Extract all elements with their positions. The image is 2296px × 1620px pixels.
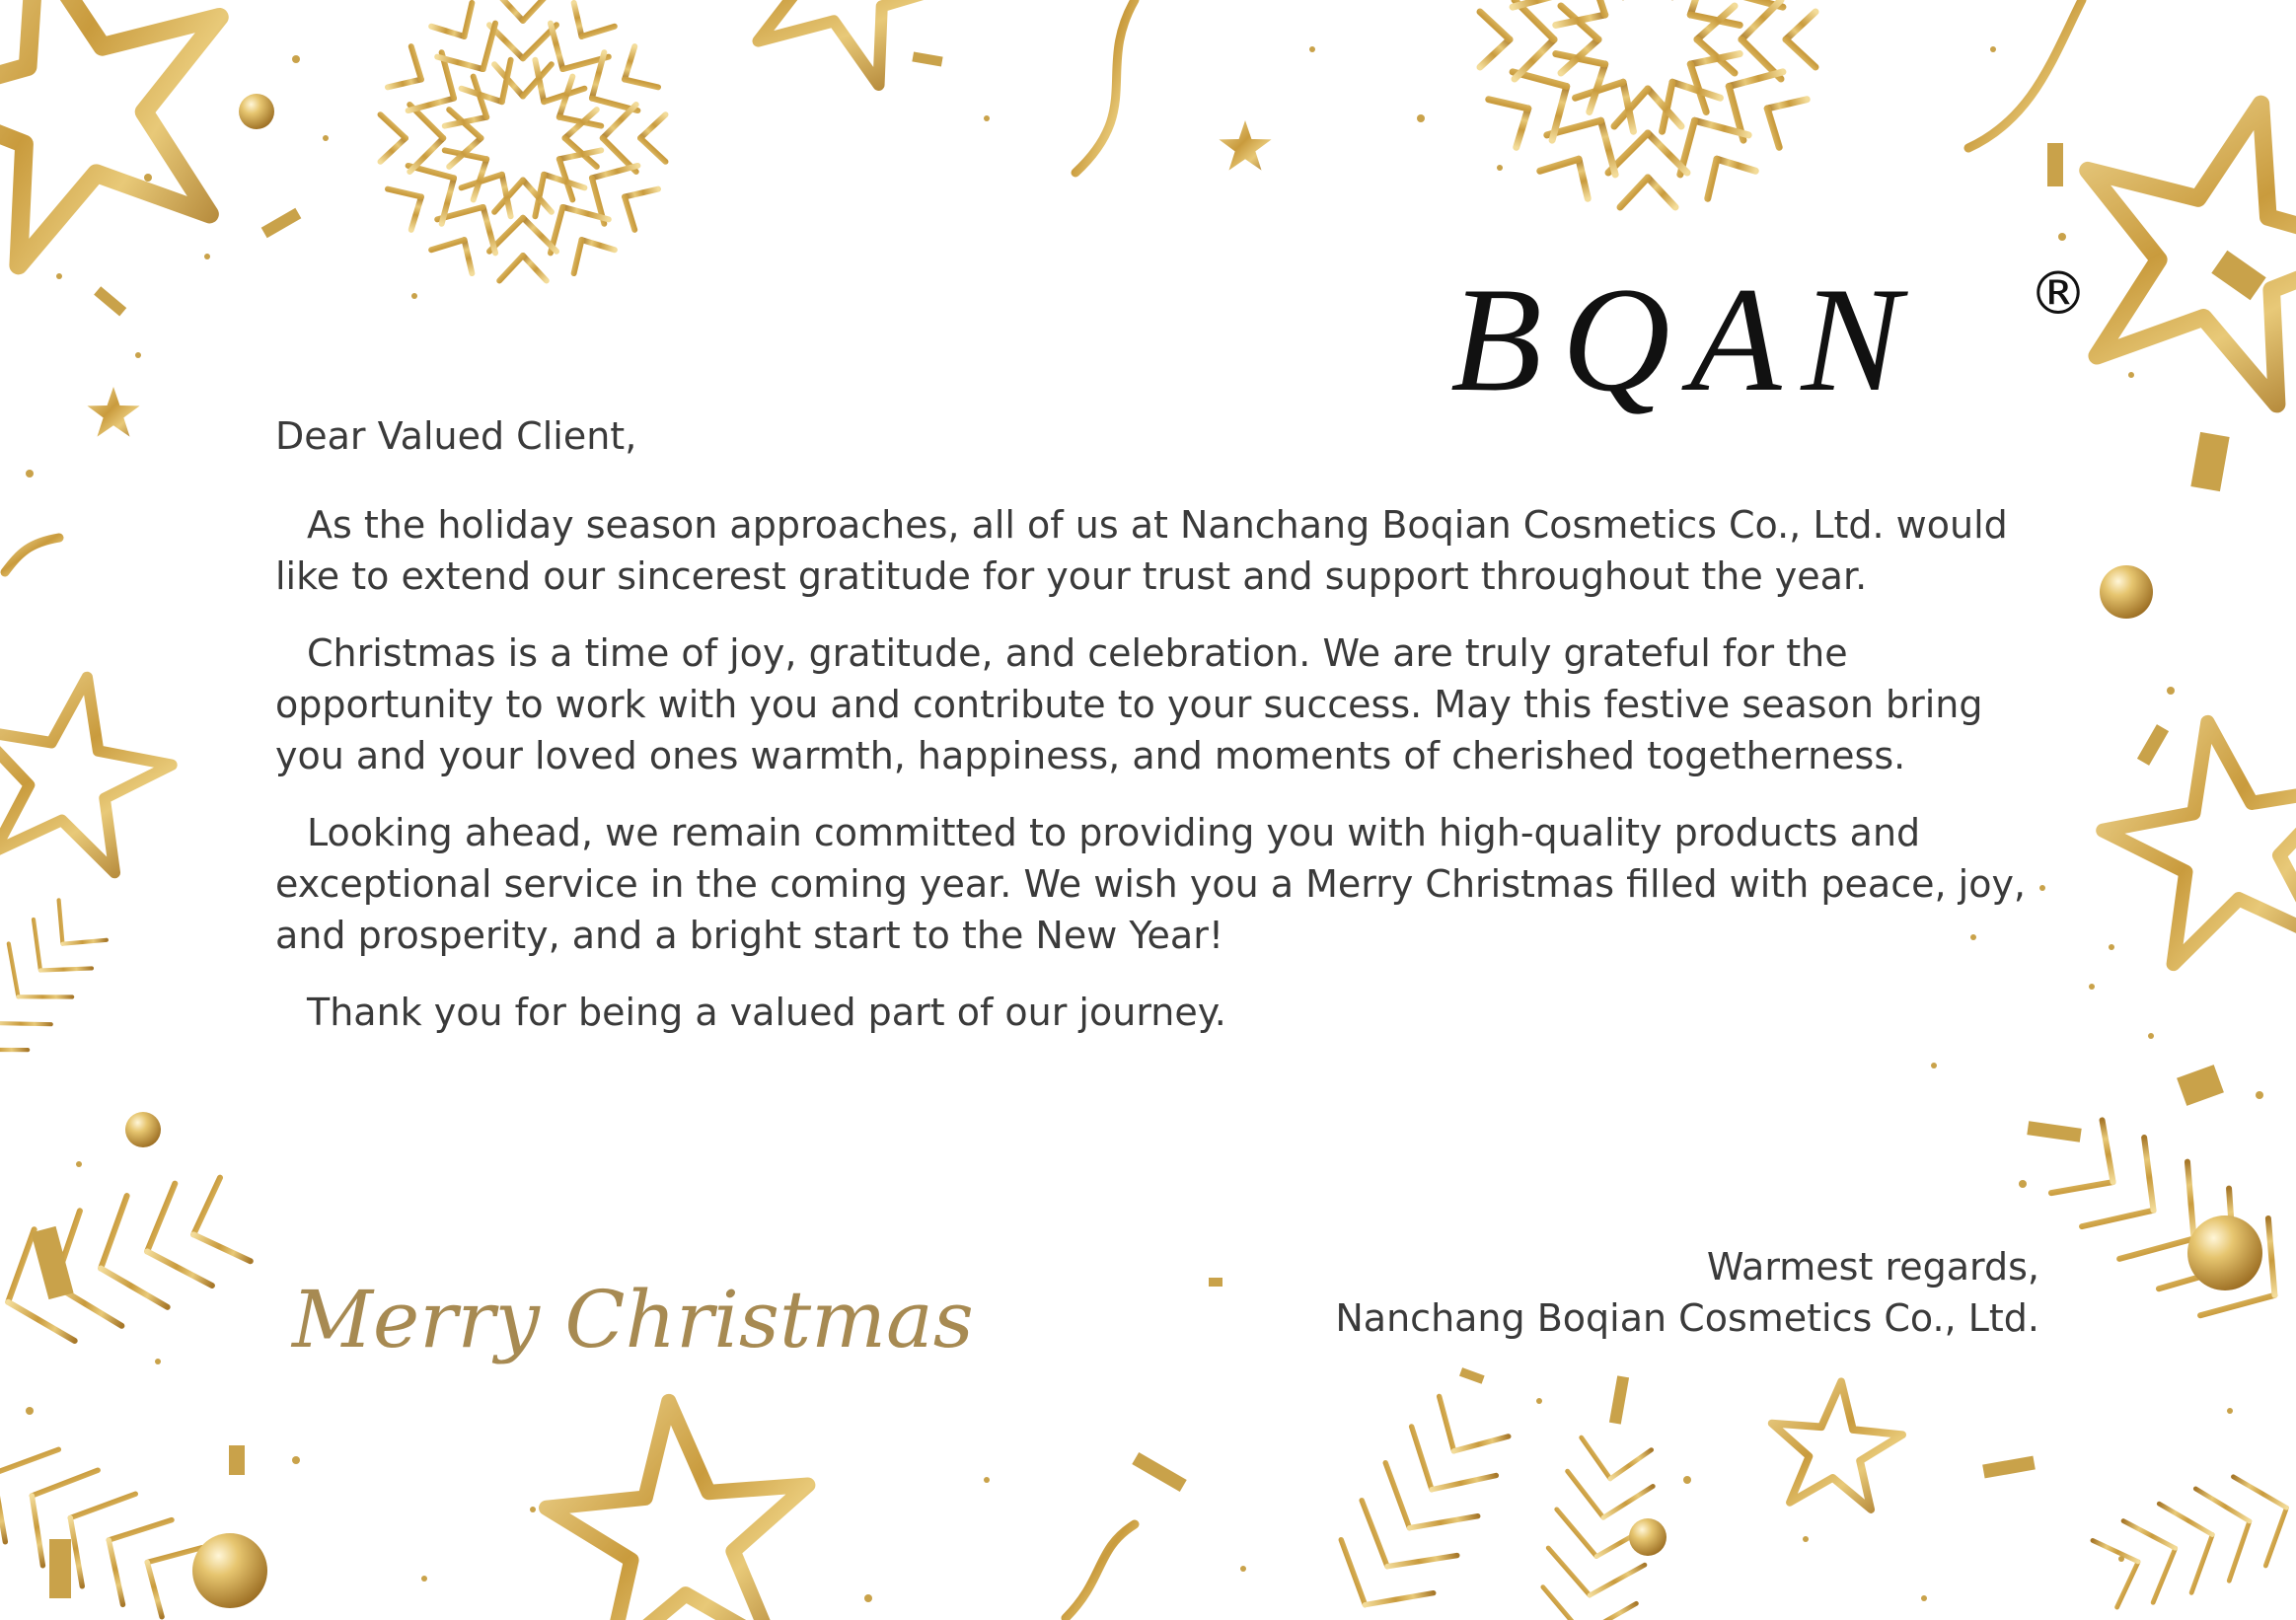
greeting: Dear Valued Client,	[275, 414, 637, 458]
snowflake-icon	[1460, 0, 1835, 227]
star-icon	[538, 1390, 821, 1620]
star-icon	[2088, 701, 2296, 973]
letter-closing	[1335, 1241, 2039, 1344]
letter-body	[275, 410, 2051, 1064]
pine-branch-icon	[0, 1413, 229, 1620]
star-icon	[0, 0, 268, 281]
letter-paragraph: Thank you for being a valued part of our journey.	[307, 991, 1226, 1034]
star-icon	[721, 0, 982, 98]
signature: Nanchang Boqian Cosmetics Co., Ltd.	[1335, 1296, 2039, 1340]
letter-paragraph: Looking ahead, we remain committed to providing you with high-quality products and exceptional service in the coming year. We wish you a Merry Christmas filled with peace, joy, and prosperity, and a bright start to the New Year!	[275, 811, 2027, 957]
snowflake-icon	[364, 0, 683, 297]
merry-christmas-script: Merry Christmas	[292, 1274, 974, 1365]
pine-branch-icon	[0, 879, 126, 1093]
star-icon	[0, 660, 184, 879]
pine-branch-icon	[2070, 1453, 2296, 1620]
small-star-icon	[87, 120, 1271, 437]
star-icon	[2042, 65, 2296, 418]
pine-branch-icon	[1304, 1369, 1533, 1620]
star-icon	[1765, 1375, 1907, 1511]
brand-logo: BQAN	[1450, 257, 1921, 422]
pine-branch-icon	[1530, 1416, 1667, 1620]
letter-paragraph: As the holiday season approaches, all of us at Nanchang Boqian Cosmetics Co., Ltd. would like to extend our sincerest gratitude for your trust and support throughout the year.	[275, 503, 2008, 598]
closing-line: Warmest regards,	[1706, 1245, 2039, 1289]
registered-mark: ®	[2029, 259, 2088, 329]
letter-paragraph: Christmas is a time of joy, gratitude, and celebration. We are truly grateful for the opportunity to work with you and contribute to your success. May this festive season bring you and your loved ones warmth, happiness, and moments of cherished togetherness.	[275, 631, 1983, 777]
